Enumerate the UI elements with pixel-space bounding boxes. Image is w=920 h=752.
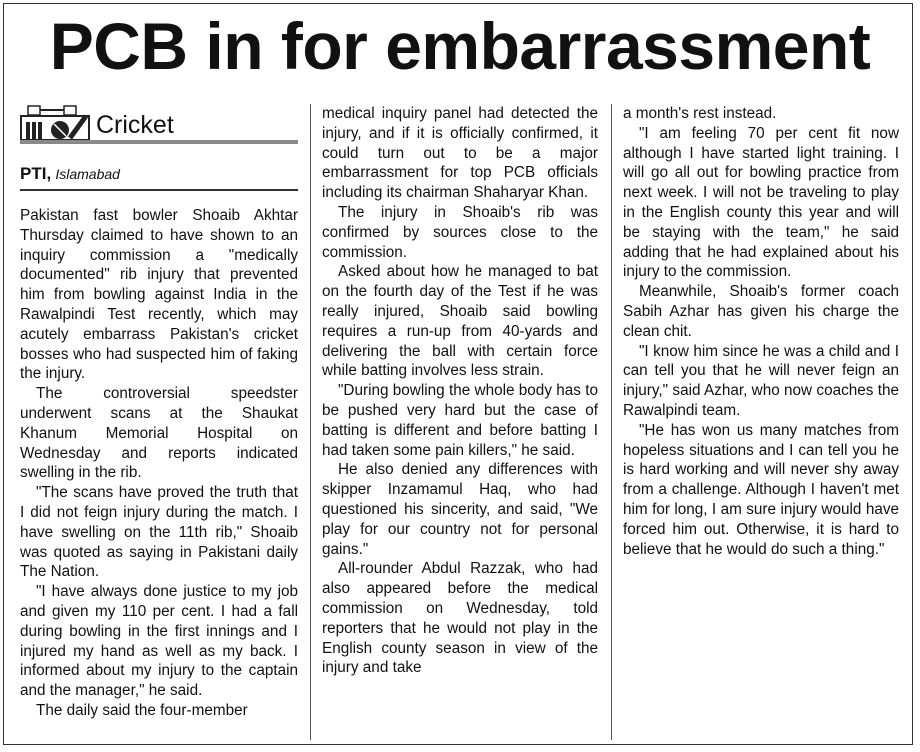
paragraph: The daily said the four-member [36, 701, 248, 719]
section-divider [20, 140, 298, 144]
headline: PCB in for embarrassment [49, 9, 871, 83]
paragraph: "The scans have proved the truth that I did not feign injury during the match. I have swelling on the 11th rib," Shoaib was quoted as saying in Pakistani daily The Nation. [20, 484, 298, 581]
paragraph: "I know him since he was a child and I can tell you that he will never feign an injury," said Azhar, who now coaches the Rawalpindi team. [623, 342, 899, 419]
column-divider [611, 104, 612, 740]
byline-divider [20, 189, 298, 191]
column-3-body [623, 104, 899, 559]
paragraph: medical inquiry panel had detected the injury, and if it is officially confirmed, it could turn out to be a major embarrassment for top PCB officials including its chairman Shaharyar Khan. [322, 105, 598, 202]
paragraph: "He has won us many matches from hopeless situations and I can tell you he is hard working and will never shy away from a challenge. Although I haven't met him for long, I am sure injury would have forced him out. Otherwise, it is hard to believe that he would do such a thing." [623, 421, 899, 558]
column-1-body [20, 206, 298, 721]
paragraph: Pakistan fast bowler Shoaib Akhtar Thursday claimed to have shown to an inquiry commission a "medically documented" rib injury that prevented him from bowling against India in the Rawalpindi Test recently, which may acutely embarrass Pakistan's cricket bosses who had suspected him of faking the injury. [20, 207, 298, 383]
column-divider [310, 104, 311, 740]
cricket-bat-ball-icon [20, 104, 92, 142]
paragraph: Meanwhile, Shoaib's former coach Sabih Azhar has given his charge the clean chit. [623, 283, 899, 340]
column-2-body [322, 104, 598, 678]
byline-agency: PTI, [20, 164, 52, 183]
section-header [20, 104, 298, 146]
paragraph: a month's rest instead. [623, 105, 777, 122]
paragraph: "I have always done justice to my job and given my 110 per cent. I had a fall during bowling in the first innings and I injured my hand as well as my back. I informed about my injury to the captain and the manager," he said. [20, 583, 298, 700]
paragraph: The injury in Shoaib's rib was confirmed by sources close to the commission. [322, 203, 598, 261]
paragraph: All-rounder Abdul Razzak, who had also appeared before the medical commission on Wednesday, told reporters that he would not play in the English county season in view of the injury and take [322, 560, 598, 677]
paragraph: "I am feeling 70 per cent fit now although I have started light training. I will go all out for bowling practice from next week. I will not be traveling to play in the English county this year and will be staying with the team," he said adding that he had explained about his injury to the commission. [623, 124, 899, 281]
paragraph: Asked about how he managed to bat on the fourth day of the Test if he was really injured, Shoaib said bowling requires a run-up from 40-yards and delivering the ball with certain force while batting involves less strain. [322, 263, 598, 380]
byline-place: Islamabad [55, 166, 120, 182]
paragraph: "During bowling the whole body has to be pushed very hard but the case of batting is different and before batting I had taken some pain killers," he said. [322, 382, 598, 459]
paragraph: He also denied any differences with skipper Inzamamul Haq, who had questioned his sincerity, and said, "We play for our country not for personal gains." [322, 461, 598, 558]
section-label: Cricket [96, 111, 174, 139]
paragraph: The controversial speedster underwent scans at the Shaukat Khanum Memorial Hospital on Wednesday and reports indicated swelling in the rib. [20, 385, 298, 482]
byline [20, 164, 298, 185]
